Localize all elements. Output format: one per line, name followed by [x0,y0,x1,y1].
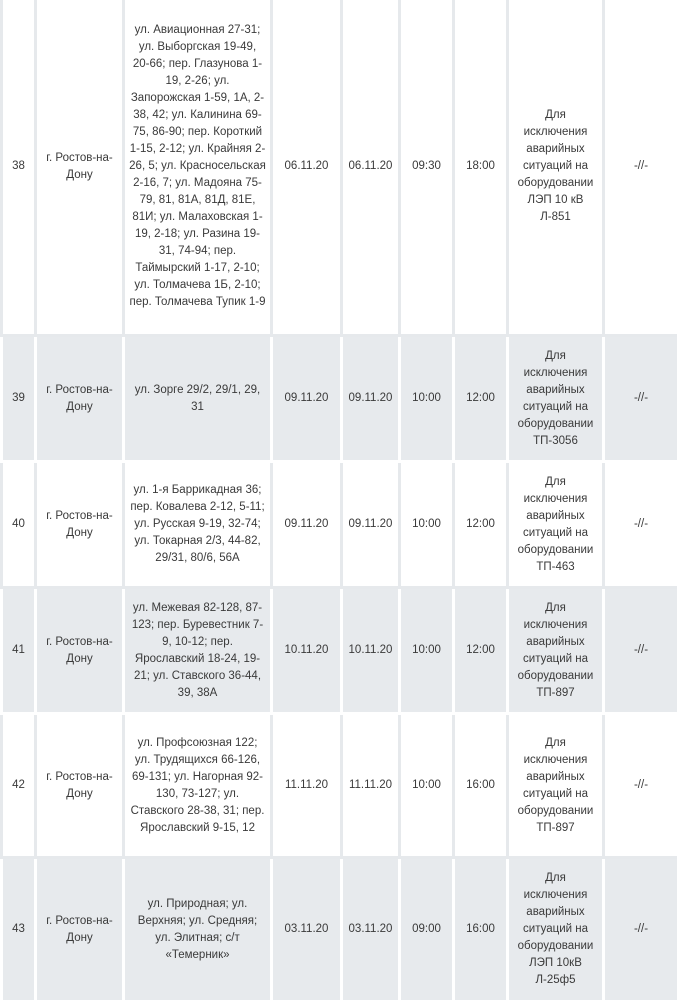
row-number: 40 [2,462,36,588]
address-cell: ул. Межевая 82-128, 87-123; пер. Буревестник 7-9, 10-12; пер. Ярославский 18-24, 19-21; ул. Ставского 36-44, 39, 38А [124,588,272,714]
row-number: 41 [2,588,36,714]
start-time-cell: 10:00 [400,588,454,714]
city-cell: г. Ростов-на-Дону [36,0,124,336]
note-cell: -//- [604,336,677,462]
start-time-cell: 10:00 [400,462,454,588]
row-number: 39 [2,336,36,462]
end-date-cell: 10.11.20 [342,588,400,714]
city-cell: г. Ростов-на-Дону [36,858,124,1000]
start-time-cell: 10:00 [400,336,454,462]
end-time-cell: 12:00 [454,336,508,462]
start-date-cell: 03.11.20 [272,858,342,1000]
table-row [2,462,677,588]
start-date-cell: 11.11.20 [272,714,342,858]
address-cell: ул. 1-я Баррикадная 36; пер. Ковалева 2-12, 5-11; ул. Русская 9-19, 32-74; ул. Токарная 2/3, 44-82, 29/31, 80/6, 56А [124,462,272,588]
end-date-cell: 06.11.20 [342,0,400,336]
table-row [2,858,677,1000]
start-time-cell: 09:00 [400,858,454,1000]
row-number: 43 [2,858,36,1000]
start-date-cell: 10.11.20 [272,588,342,714]
row-number: 38 [2,0,36,336]
table-row [2,0,677,336]
end-time-cell: 12:00 [454,588,508,714]
city-cell: г. Ростов-на-Дону [36,336,124,462]
end-time-cell: 16:00 [454,858,508,1000]
reason-cell: Для исключения аварийных ситуаций на оборудовании ТП-3056 [508,336,604,462]
start-date-cell: 09.11.20 [272,336,342,462]
table-row [2,588,677,714]
address-cell: ул. Авиационная 27-31; ул. Выборгская 19-49, 20-66; пер. Глазунова 1-19, 2-26; ул. Запорожская 1-59, 1А, 2-38, 42; ул. Калинина 69-75, 86-90; пер. Короткий 1-15, 2-12; ул. Крайняя 2-26, 5; ул. Красносельская 2-16, 7; ул. Мадояна 75-79, 81, 81А, 81Д, 81Е, 81И; ул. Малаховская 1-19, 2-18; ул. Разина 19-31, 74-94; пер. Таймырский 1-17, 2-10; ул. Толмачева 1Б, 2-10; пер. Толмачева Тупик 1-9 [124,0,272,336]
note-cell: -//- [604,588,677,714]
start-date-cell: 09.11.20 [272,462,342,588]
reason-cell: Для исключения аварийных ситуаций на оборудовании ТП-897 [508,714,604,858]
reason-cell: Для исключения аварийных ситуаций на оборудовании ЛЭП 10 кВ Л-851 [508,0,604,336]
address-cell: ул. Зорге 29/2, 29/1, 29, 31 [124,336,272,462]
table-row [2,336,677,462]
row-number: 42 [2,714,36,858]
start-time-cell: 10:00 [400,714,454,858]
end-date-cell: 09.11.20 [342,336,400,462]
end-time-cell: 16:00 [454,714,508,858]
table-row [2,714,677,858]
end-time-cell: 18:00 [454,0,508,336]
start-time-cell: 09:30 [400,0,454,336]
start-date-cell: 06.11.20 [272,0,342,336]
note-cell: -//- [604,0,677,336]
city-cell: г. Ростов-на-Дону [36,462,124,588]
reason-cell: Для исключения аварийных ситуаций на оборудовании ЛЭП 10кВ Л-25ф5 [508,858,604,1000]
end-date-cell: 09.11.20 [342,462,400,588]
address-cell: ул. Природная; ул. Верхняя; ул. Средняя; ул. Элитная; с/т «Темерник» [124,858,272,1000]
reason-cell: Для исключения аварийных ситуаций на оборудовании ТП-463 [508,462,604,588]
note-cell: -//- [604,714,677,858]
end-date-cell: 11.11.20 [342,714,400,858]
reason-cell: Для исключения аварийных ситуаций на оборудовании ТП-897 [508,588,604,714]
address-cell: ул. Профсоюзная 122; ул. Трудящихся 66-126, 69-131; ул. Нагорная 92-130, 73-127; ул. Ставского 28-38, 31; пер. Ярославский 9-15, 12 [124,714,272,858]
note-cell: -//- [604,462,677,588]
end-date-cell: 03.11.20 [342,858,400,1000]
end-time-cell: 12:00 [454,462,508,588]
note-cell: -//- [604,858,677,1000]
city-cell: г. Ростов-на-Дону [36,588,124,714]
city-cell: г. Ростов-на-Дону [36,714,124,858]
